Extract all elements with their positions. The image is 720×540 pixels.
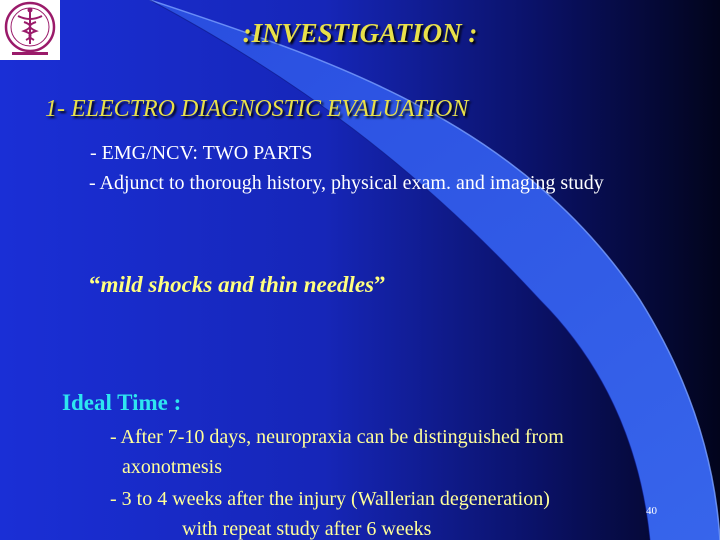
bullet-emg-ncv: - EMG/NCV: TWO PARTS [90,142,313,164]
slide-subtitle: 1- ELECTRO DIAGNOSTIC EVALUATION [45,96,469,122]
ideal-time-line: - 3 to 4 weeks after the injury (Wallerian degeneration) [110,488,550,510]
quote-open-mark: “ [89,272,101,297]
ideal-time-heading: Ideal Time : [62,390,182,415]
quote-body: mild shocks and thin needles [100,272,374,297]
quote-close-mark: ” [373,272,386,297]
slide-title: :INVESTIGATION : [242,18,478,48]
bullet-adjunct: - Adjunct to thorough history, physical exam. and imaging study [89,172,604,194]
ideal-time-line: with repeat study after 6 weeks [182,518,432,540]
page-number: 40 [646,505,657,517]
quote-text [89,272,385,298]
ideal-time-line: - After 7-10 days, neuropraxia can be distinguished from [110,426,564,448]
ideal-time-line: axonotmesis [122,456,222,478]
